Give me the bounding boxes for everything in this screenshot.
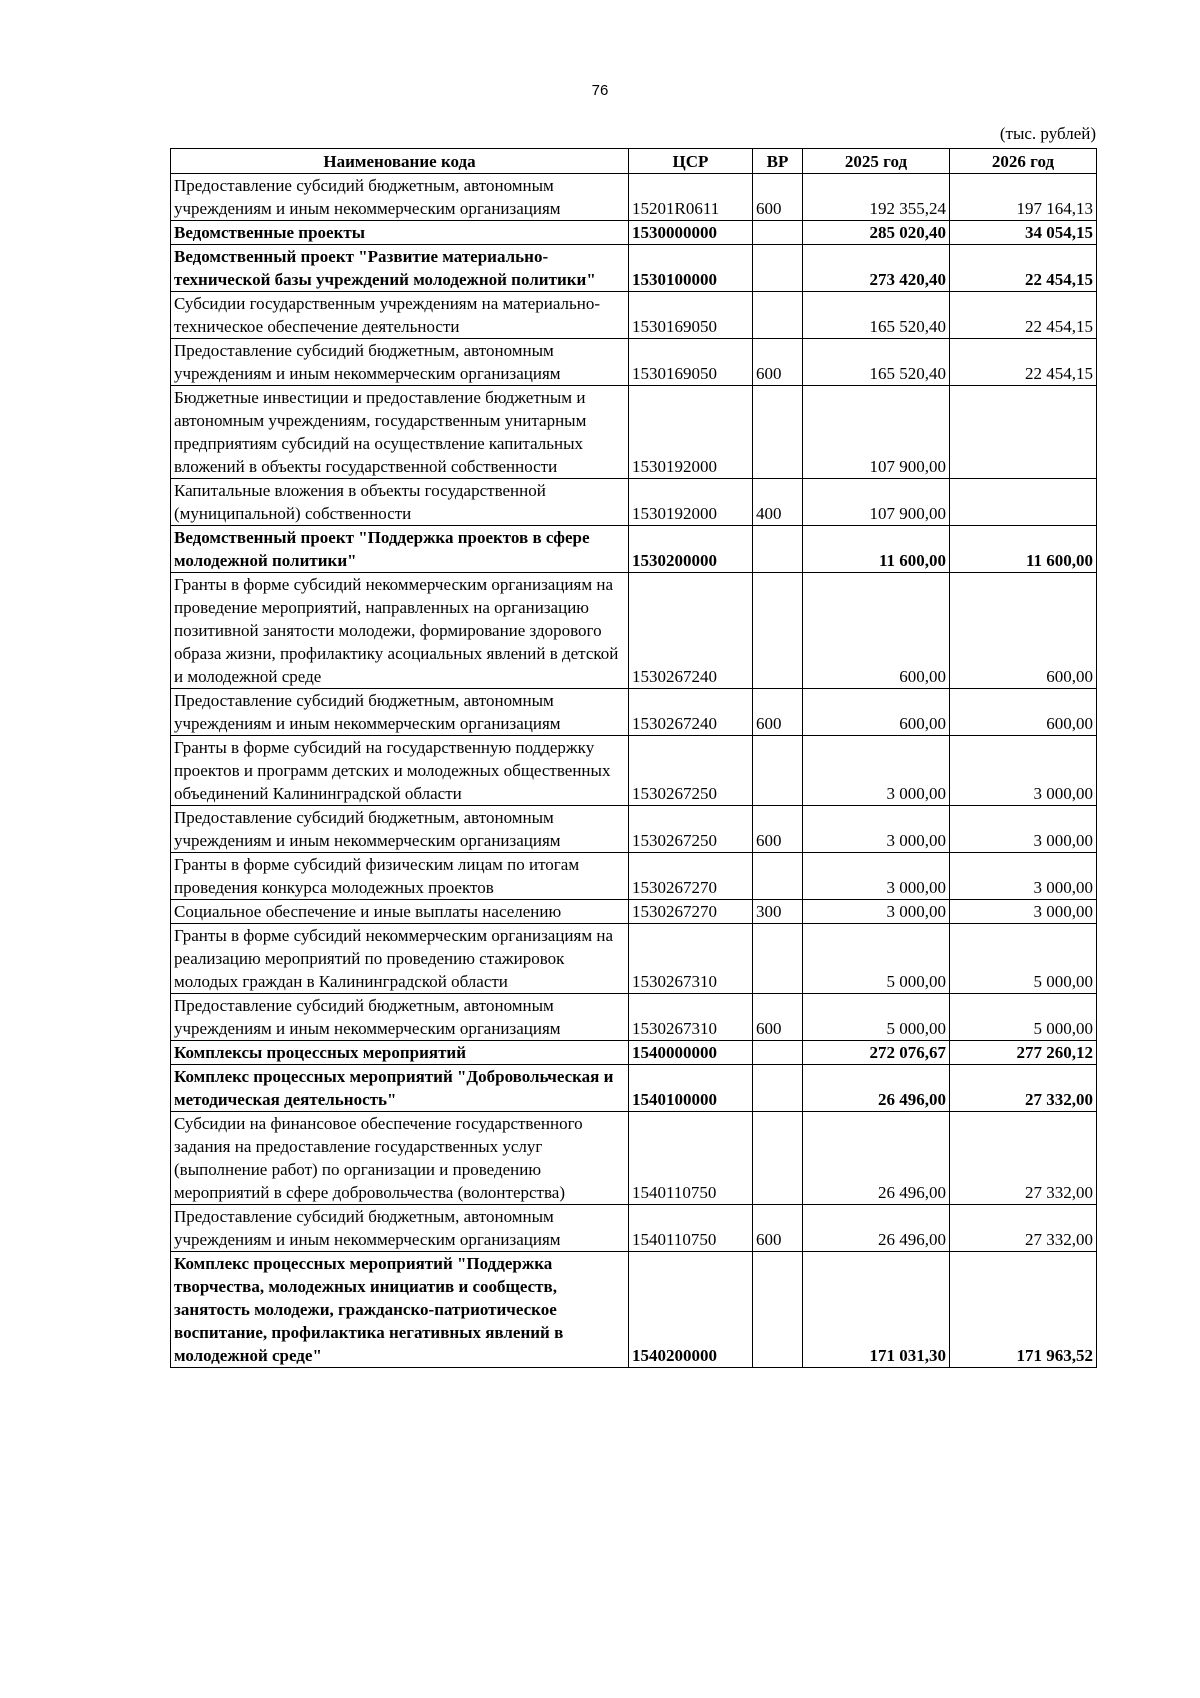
cell-name: Гранты в форме субсидий на государственную поддержку проектов и программ детских и молодежных общественных объединений Калининградской области xyxy=(171,736,629,806)
cell-y2026: 600,00 xyxy=(950,689,1097,736)
cell-name: Комплекс процессных мероприятий "Поддержка творчества, молодежных инициатив и сообществ, занятость молодежи, гражданско-патриотическое воспитание, профилактика негативных явлений в молодежной среде" xyxy=(171,1252,629,1368)
cell-y2026: 5 000,00 xyxy=(950,994,1097,1041)
cell-csr: 15201R0611 xyxy=(629,174,753,221)
cell-csr: 1530267240 xyxy=(629,689,753,736)
cell-name: Предоставление субсидий бюджетным, автономным учреждениям и иным некоммерческим организациям xyxy=(171,1205,629,1252)
cell-y2025: 285 020,40 xyxy=(803,221,950,245)
cell-vr xyxy=(753,853,803,900)
cell-y2026: 277 260,12 xyxy=(950,1041,1097,1065)
table-row xyxy=(171,245,1097,292)
table-row xyxy=(171,221,1097,245)
cell-name: Социальное обеспечение и иные выплаты населению xyxy=(171,900,629,924)
header-name: Наименование кода xyxy=(171,149,629,174)
table-row xyxy=(171,924,1097,994)
cell-vr: 600 xyxy=(753,689,803,736)
cell-vr: 600 xyxy=(753,174,803,221)
cell-y2025: 600,00 xyxy=(803,573,950,689)
cell-csr: 1530000000 xyxy=(629,221,753,245)
cell-csr: 1530192000 xyxy=(629,386,753,479)
cell-csr: 1540200000 xyxy=(629,1252,753,1368)
table-row xyxy=(171,853,1097,900)
cell-y2026: 5 000,00 xyxy=(950,924,1097,994)
cell-name: Капитальные вложения в объекты государственной (муниципальной) собственности xyxy=(171,479,629,526)
cell-y2026: 22 454,15 xyxy=(950,339,1097,386)
cell-csr: 1530100000 xyxy=(629,245,753,292)
cell-y2026: 22 454,15 xyxy=(950,245,1097,292)
cell-y2026: 27 332,00 xyxy=(950,1065,1097,1112)
table-row xyxy=(171,736,1097,806)
cell-y2026: 11 600,00 xyxy=(950,526,1097,573)
cell-csr: 1530267310 xyxy=(629,924,753,994)
table-row xyxy=(171,994,1097,1041)
cell-vr xyxy=(753,245,803,292)
table-row xyxy=(171,292,1097,339)
cell-y2026: 3 000,00 xyxy=(950,806,1097,853)
cell-vr xyxy=(753,221,803,245)
page-number: 76 xyxy=(591,82,609,99)
table-row xyxy=(171,174,1097,221)
cell-vr: 300 xyxy=(753,900,803,924)
cell-y2026: 171 963,52 xyxy=(950,1252,1097,1368)
cell-csr: 1530267270 xyxy=(629,900,753,924)
cell-name: Ведомственные проекты xyxy=(171,221,629,245)
cell-csr: 1530267250 xyxy=(629,806,753,853)
cell-y2025: 26 496,00 xyxy=(803,1205,950,1252)
table-row xyxy=(171,1252,1097,1368)
cell-y2025: 600,00 xyxy=(803,689,950,736)
cell-vr xyxy=(753,573,803,689)
cell-vr xyxy=(753,1252,803,1368)
table-row xyxy=(171,339,1097,386)
cell-vr xyxy=(753,292,803,339)
cell-vr xyxy=(753,924,803,994)
header-2026: 2026 год xyxy=(950,149,1097,174)
cell-name: Бюджетные инвестиции и предоставление бюджетным и автономным учреждениям, государственным унитарным предприятиям субсидий на осуществление капитальных вложений в объекты государственной собственности xyxy=(171,386,629,479)
table-row xyxy=(171,479,1097,526)
cell-vr: 600 xyxy=(753,339,803,386)
cell-csr: 1540000000 xyxy=(629,1041,753,1065)
table-row xyxy=(171,526,1097,573)
cell-y2025: 3 000,00 xyxy=(803,806,950,853)
cell-csr: 1530169050 xyxy=(629,339,753,386)
cell-name: Субсидии государственным учреждениям на материально-техническое обеспечение деятельности xyxy=(171,292,629,339)
cell-y2025: 26 496,00 xyxy=(803,1112,950,1205)
cell-y2025: 192 355,24 xyxy=(803,174,950,221)
cell-vr xyxy=(753,1065,803,1112)
table-row xyxy=(171,1065,1097,1112)
cell-vr xyxy=(753,736,803,806)
table-row xyxy=(171,1041,1097,1065)
cell-vr: 400 xyxy=(753,479,803,526)
cell-y2026: 3 000,00 xyxy=(950,853,1097,900)
cell-name: Комплекс процессных мероприятий "Добровольческая и методическая деятельность" xyxy=(171,1065,629,1112)
budget-table xyxy=(170,148,1097,1368)
table-row xyxy=(171,900,1097,924)
cell-y2025: 26 496,00 xyxy=(803,1065,950,1112)
cell-vr: 600 xyxy=(753,1205,803,1252)
cell-y2025: 107 900,00 xyxy=(803,479,950,526)
cell-y2025: 3 000,00 xyxy=(803,736,950,806)
table-row xyxy=(171,806,1097,853)
cell-y2026 xyxy=(950,479,1097,526)
cell-name: Ведомственный проект "Поддержка проектов в сфере молодежной политики" xyxy=(171,526,629,573)
cell-y2025: 171 031,30 xyxy=(803,1252,950,1368)
table-row xyxy=(171,573,1097,689)
cell-csr: 1530267310 xyxy=(629,994,753,1041)
cell-name: Предоставление субсидий бюджетным, автономным учреждениям и иным некоммерческим организациям xyxy=(171,339,629,386)
table-row xyxy=(171,386,1097,479)
header-2025: 2025 год xyxy=(803,149,950,174)
units-label: (тыс. рублей) xyxy=(999,124,1096,143)
cell-y2025: 165 520,40 xyxy=(803,292,950,339)
cell-y2025: 5 000,00 xyxy=(803,924,950,994)
cell-name: Гранты в форме субсидий физическим лицам по итогам проведения конкурса молодежных проектов xyxy=(171,853,629,900)
cell-y2026: 27 332,00 xyxy=(950,1205,1097,1252)
header-csr: ЦСР xyxy=(629,149,753,174)
cell-csr: 1530267240 xyxy=(629,573,753,689)
cell-name: Предоставление субсидий бюджетным, автономным учреждениям и иным некоммерческим организациям xyxy=(171,174,629,221)
cell-y2026: 3 000,00 xyxy=(950,900,1097,924)
cell-name: Гранты в форме субсидий некоммерческим организациям на проведение мероприятий, направленных на организацию позитивной занятости молодежи, формирование здорового образа жизни, профилактику асоциальных явлений в детской и молодежной среде xyxy=(171,573,629,689)
table-header-row xyxy=(171,149,1097,174)
table-row xyxy=(171,1112,1097,1205)
cell-csr: 1540100000 xyxy=(629,1065,753,1112)
cell-name: Ведомственный проект "Развитие материально-технической базы учреждений молодежной политики" xyxy=(171,245,629,292)
cell-csr: 1530267250 xyxy=(629,736,753,806)
table-body xyxy=(171,174,1097,1368)
cell-y2025: 165 520,40 xyxy=(803,339,950,386)
cell-y2025: 11 600,00 xyxy=(803,526,950,573)
header-vr: ВР xyxy=(753,149,803,174)
cell-y2025: 5 000,00 xyxy=(803,994,950,1041)
cell-csr: 1540110750 xyxy=(629,1112,753,1205)
cell-y2025: 107 900,00 xyxy=(803,386,950,479)
cell-name: Субсидии на финансовое обеспечение государственного задания на предоставление государственных услуг (выполнение работ) по организации и проведению мероприятий в сфере добровольчества (волонтерства) xyxy=(171,1112,629,1205)
cell-vr: 600 xyxy=(753,806,803,853)
cell-vr: 600 xyxy=(753,994,803,1041)
table-row xyxy=(171,689,1097,736)
cell-y2026: 3 000,00 xyxy=(950,736,1097,806)
cell-name: Предоставление субсидий бюджетным, автономным учреждениям и иным некоммерческим организациям xyxy=(171,806,629,853)
cell-y2025: 273 420,40 xyxy=(803,245,950,292)
cell-name: Предоставление субсидий бюджетным, автономным учреждениям и иным некоммерческим организациям xyxy=(171,689,629,736)
cell-name: Комплексы процессных мероприятий xyxy=(171,1041,629,1065)
cell-y2026: 27 332,00 xyxy=(950,1112,1097,1205)
cell-y2025: 3 000,00 xyxy=(803,900,950,924)
table-row xyxy=(171,1205,1097,1252)
cell-csr: 1530192000 xyxy=(629,479,753,526)
cell-y2026 xyxy=(950,386,1097,479)
cell-csr: 1540110750 xyxy=(629,1205,753,1252)
cell-vr xyxy=(753,386,803,479)
cell-csr: 1530267270 xyxy=(629,853,753,900)
cell-y2026: 22 454,15 xyxy=(950,292,1097,339)
cell-y2025: 3 000,00 xyxy=(803,853,950,900)
cell-csr: 1530200000 xyxy=(629,526,753,573)
cell-name: Гранты в форме субсидий некоммерческим организациям на реализацию мероприятий по проведению стажировок молодых граждан в Калининградской области xyxy=(171,924,629,994)
cell-vr xyxy=(753,1041,803,1065)
cell-y2026: 34 054,15 xyxy=(950,221,1097,245)
cell-y2026: 197 164,13 xyxy=(950,174,1097,221)
cell-csr: 1530169050 xyxy=(629,292,753,339)
cell-name: Предоставление субсидий бюджетным, автономным учреждениям и иным некоммерческим организациям xyxy=(171,994,629,1041)
cell-y2026: 600,00 xyxy=(950,573,1097,689)
cell-vr xyxy=(753,526,803,573)
cell-y2025: 272 076,67 xyxy=(803,1041,950,1065)
cell-vr xyxy=(753,1112,803,1205)
